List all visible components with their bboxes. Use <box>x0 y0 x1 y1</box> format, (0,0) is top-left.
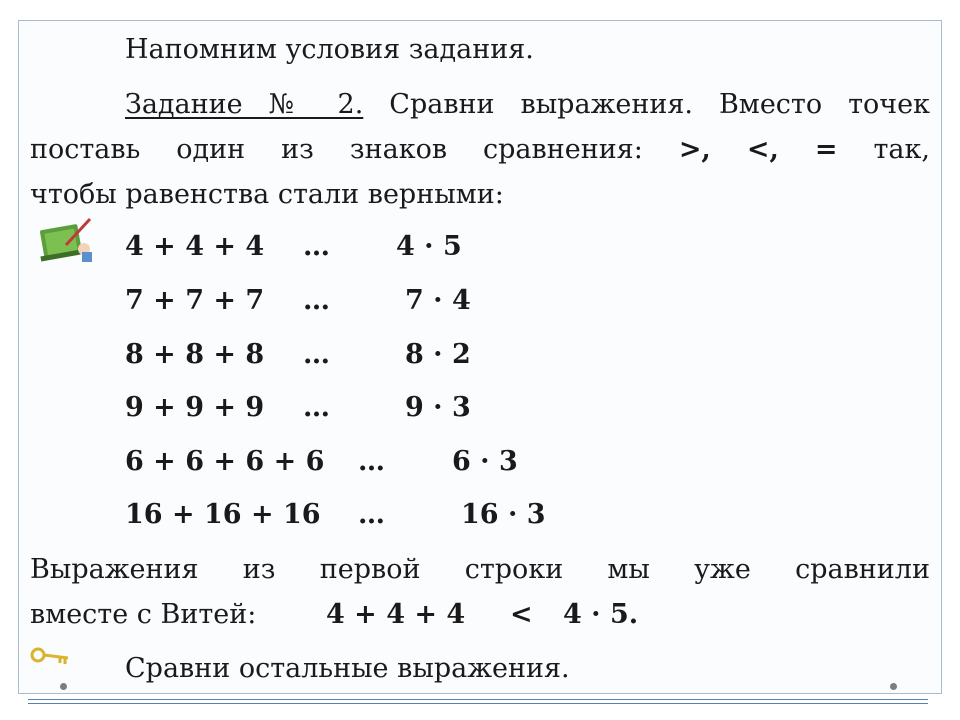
expr-dots: … <box>303 285 330 316</box>
task-word: из <box>281 134 314 165</box>
sign-equal: = <box>814 134 838 165</box>
expr-left: 4 + 4 + 4 <box>125 231 265 262</box>
expr-left: 16 + 16 + 16 <box>125 499 321 530</box>
expr-dots: … <box>358 446 385 477</box>
task-line-2 <box>30 133 930 167</box>
key-icon <box>30 645 72 667</box>
corner-dot-left <box>60 683 67 690</box>
expr-left: 8 + 8 + 8 <box>125 339 265 370</box>
sign-less: <, <box>746 134 779 165</box>
expr-right: 4 · 5 <box>396 231 462 262</box>
expr-dots: … <box>358 499 385 530</box>
summary-word: строки <box>464 554 564 585</box>
expr-right: 16 · 3 <box>461 499 546 530</box>
final-instruction: Сравни остальные выражения. <box>125 653 570 684</box>
task-word: поставь <box>30 134 141 165</box>
expr-left: 9 + 9 + 9 <box>125 392 265 423</box>
expr-right: 6 · 3 <box>452 446 518 477</box>
task-word: один <box>176 134 246 165</box>
expr-right: 9 · 3 <box>405 392 471 423</box>
expr-dots: … <box>303 392 330 423</box>
summary-word: из <box>242 554 276 585</box>
task-line1-rest: Сравни выражения. Вместо точек <box>389 89 930 120</box>
summary-word: первой <box>319 554 421 585</box>
task-line-1 <box>125 88 930 122</box>
task-word: знаков <box>349 134 448 165</box>
example-right: 4 · 5. <box>563 599 639 630</box>
sign-greater: >, <box>678 134 711 165</box>
summary-line-2-prefix: вместе с Витей: <box>30 599 257 630</box>
summary-word: мы <box>607 554 650 585</box>
task-word: так, <box>873 134 930 165</box>
expr-right: 8 · 2 <box>405 339 471 370</box>
task-word: сравнения: <box>483 134 643 165</box>
expr-left: 6 + 6 + 6 + 6 <box>125 446 325 477</box>
summary-word: уже <box>694 554 751 585</box>
summary-line-1 <box>30 553 930 587</box>
corner-dot-right <box>890 683 897 690</box>
bottom-rule-2 <box>28 703 928 704</box>
example-sign: < <box>510 599 533 630</box>
intro-title: Напомним условия задания. <box>125 34 534 65</box>
expr-dots: … <box>303 231 330 262</box>
summary-word: Выражения <box>30 554 199 585</box>
notebook-pen-icon <box>38 215 96 263</box>
summary-word: сравнили <box>795 554 930 585</box>
expr-right: 7 · 4 <box>405 285 471 316</box>
task-label: Задание № 2. <box>125 89 364 120</box>
expr-dots: … <box>303 339 330 370</box>
bottom-rule <box>28 699 928 700</box>
expr-left: 7 + 7 + 7 <box>125 285 265 316</box>
task-line-3: чтобы равенства стали верными: <box>30 179 504 210</box>
example-left: 4 + 4 + 4 <box>326 599 466 630</box>
